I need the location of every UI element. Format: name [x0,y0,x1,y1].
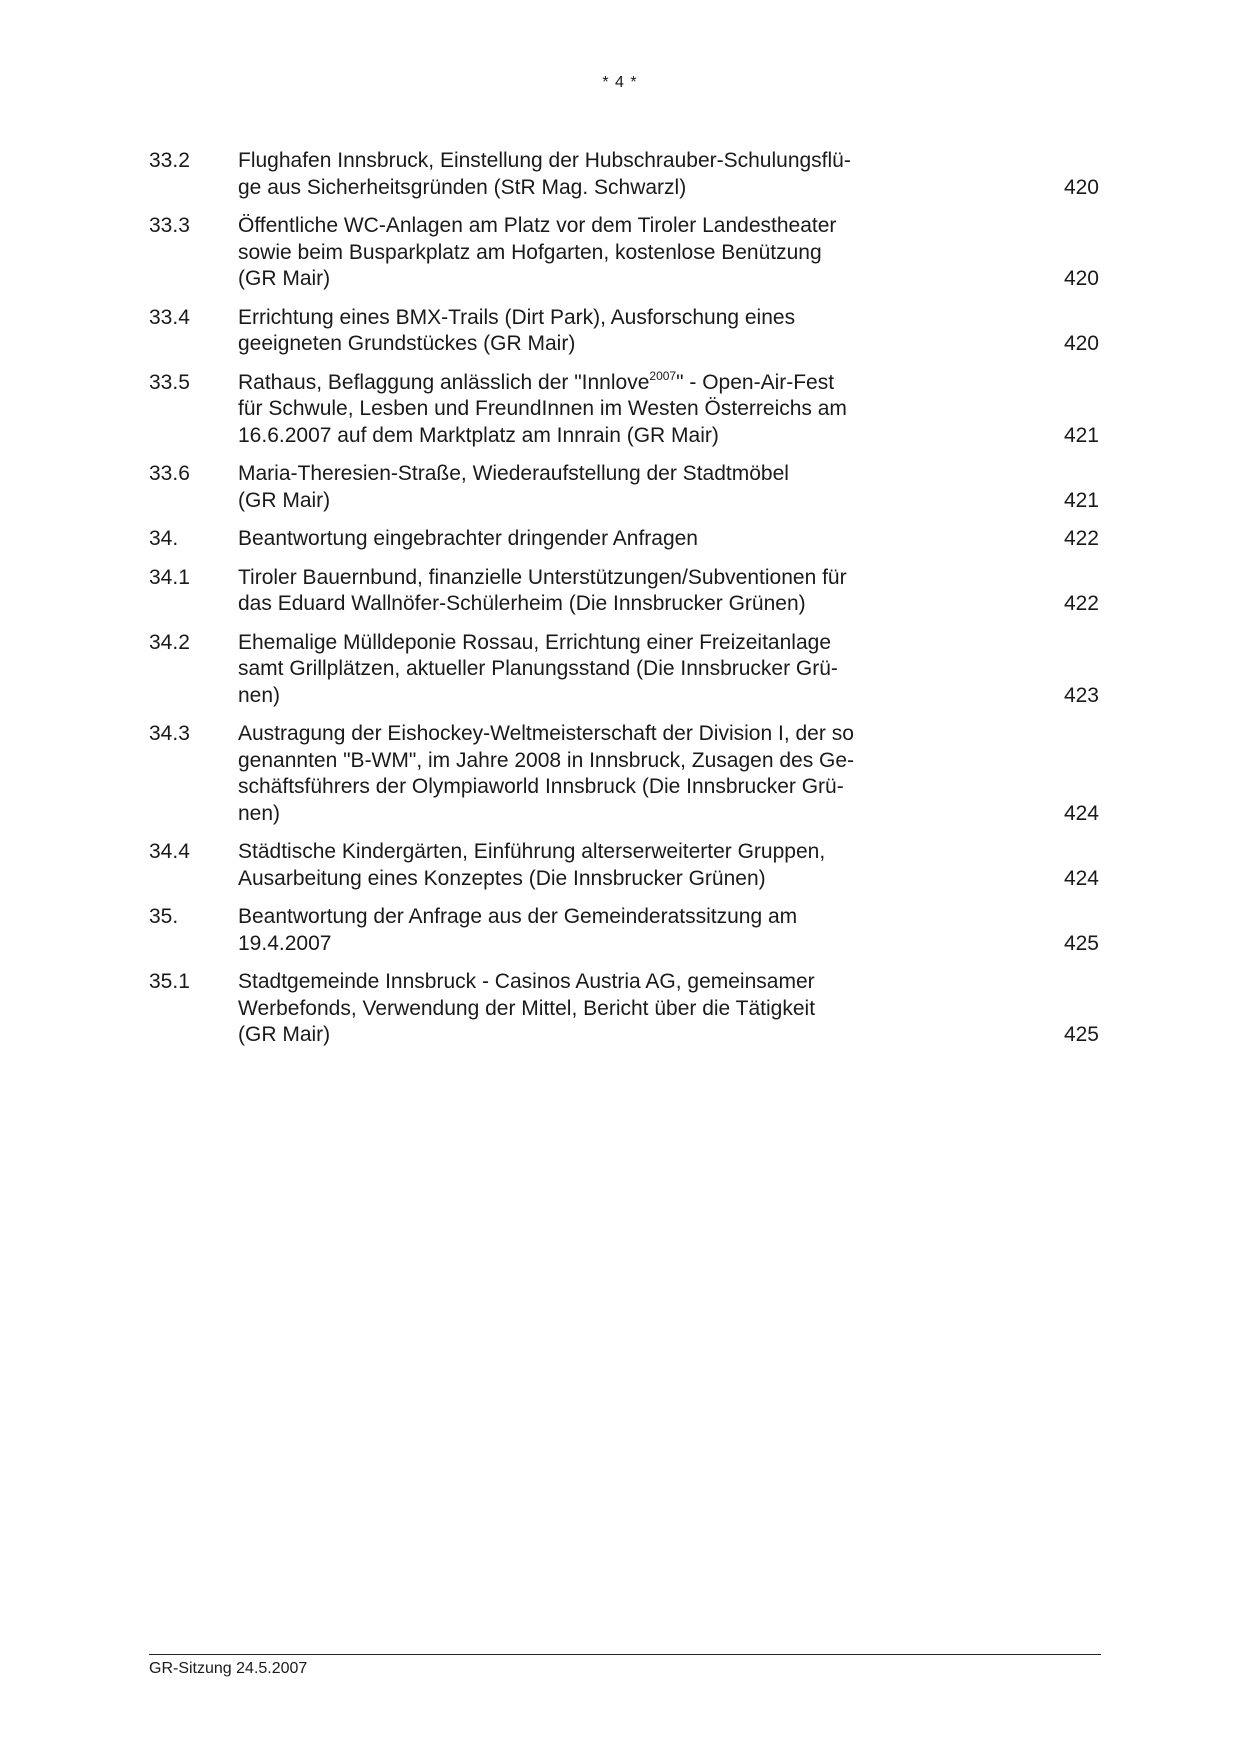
toc-entry [149,839,1099,892]
toc-entry-page: 422 [1063,592,1099,615]
toc-entry [149,461,1099,514]
toc-entry-title: Beantwortung der Anfrage aus der Gemeinderatssitzung am 19.4.2007 [238,905,798,955]
toc-entry-number: 34. [149,527,179,550]
toc-entry [149,969,1099,1049]
toc-entry-page: 425 [1063,931,1099,955]
footer-text: GR-Sitzung 24.5.2007 [149,1660,308,1677]
toc-entry-title: Ehemalige Mülldeponie Rossau, Errichtung einer Freizeitanlage samt Grillplätzen, aktueller Planungsstand (Die Innsbrucker Grü- nen) [238,630,838,707]
toc-entry-number: 33.6 [149,462,190,485]
toc-entry-number: 35. [149,905,179,928]
toc-entry [149,370,1099,450]
toc-entry [149,305,1099,358]
toc-entry-title: Flughafen Innsbruck, Einstellung der Hubschrauber-Schulungsflü- ge aus Sicherheitsgründen (StR Mag. Schwarzl) [238,149,851,199]
superscript-year: 2007 [649,368,677,383]
toc-entry-title: Errichtung eines BMX-Trails (Dirt Park), Ausforschung eines geeigneten Grundstückes (GR Mair) [238,305,796,355]
table-of-contents [149,148,1099,1061]
toc-entry [149,904,1099,957]
toc-entry-page: 421 [1063,488,1099,512]
toc-entry-title: Stadtgemeinde Innsbruck - Casinos Austria AG, gemeinsamer Werbefonds, Verwendung der Mittel, Bericht über die Tätigkeit (GR Mair) [238,970,816,1046]
page-number: * 4 * [602,74,638,91]
toc-entry-title: Austragung der Eishockey-Weltmeisterschaft der Division I, der so genannten "B-WM", im Jahre 2008 in Innsbruck, Zusagen des Ge- schäftsführers der Olympiaworld Innsbruck (Die Innsbrucker Grü- nen) [238,722,855,825]
toc-entry-number: 34.3 [149,722,190,745]
toc-entry-number: 34.1 [149,565,190,589]
toc-entry [149,565,1099,618]
toc-entry-title: Städtische Kindergärten, Einführung alterserweiterter Gruppen, Ausarbeitung eines Konzeptes (Die Innsbrucker Grünen) [238,840,826,890]
toc-entry-page: 420 [1063,332,1099,355]
toc-entry-number: 33.5 [149,370,190,394]
toc-entry-page: 421 [1063,423,1099,447]
toc-entry-page: 420 [1063,175,1099,199]
toc-entry-title: Maria-Theresien-Straße, Wiederaufstellung der Stadtmöbel (GR Mair) [238,462,789,512]
toc-entry-number: 33.3 [149,214,190,237]
toc-entry-page: 423 [1063,683,1099,707]
toc-entry-number: 33.2 [149,149,190,172]
toc-entry [149,721,1099,827]
toc-entry-page: 425 [1063,1023,1099,1046]
toc-entry-title: Öffentliche WC-Anlagen am Platz vor dem Tiroler Landestheater sowie beim Busparkplatz am Hofgarten, kostenlose Benützung (GR Mair) [238,214,837,290]
footer-divider [149,1654,1101,1655]
toc-entry [149,526,1099,553]
toc-entry-page: 424 [1063,866,1099,890]
toc-entry-title: Tiroler Bauernbund, finanzielle Unterstützungen/Subventionen für das Eduard Wallnöfer-Schülerheim (Die Innsbrucker Grünen) [238,565,847,615]
toc-entry [149,148,1099,201]
toc-entry-title-part: " - Open-Air-Fest für Schwule, Lesben und FreundInnen im Westen Österreichs am 16.6.2007 auf dem Marktplatz am Innrain (GR Mair) [238,370,847,447]
toc-entry [149,630,1099,710]
toc-entry-page: 422 [1063,527,1099,550]
toc-entry-title: Beantwortung eingebrachter dringender Anfragen [238,527,698,550]
toc-entry-number: 35.1 [149,970,190,993]
toc-entry-title [238,370,923,450]
toc-entry-title-part: Rathaus, Beflaggung anlässlich der "Innlove [238,370,650,394]
toc-entry-page: 420 [1063,267,1099,290]
toc-entry-page: 424 [1063,801,1099,825]
toc-entry [149,213,1099,293]
toc-entry-number: 33.4 [149,305,190,329]
toc-entry-number: 34.4 [149,840,190,863]
toc-entry-number: 34.2 [149,630,190,654]
